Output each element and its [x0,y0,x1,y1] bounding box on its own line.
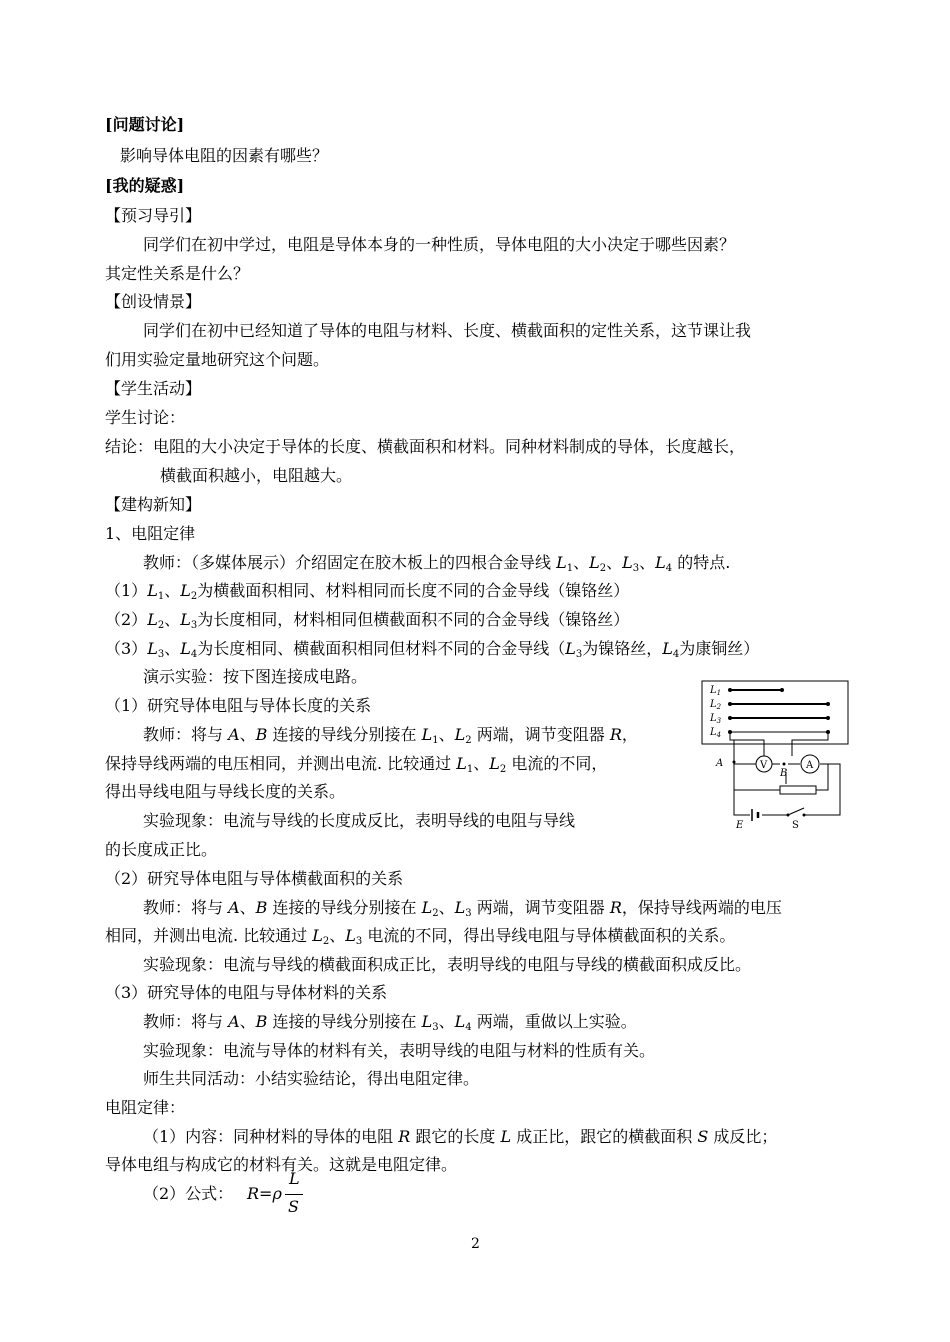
node-a-dot [733,761,736,764]
terminal [826,702,830,706]
formula-numerator: L [289,1169,300,1188]
heading-activity: 【学生活动】 [105,379,202,398]
wire-label-l3: $L_3$ [710,713,722,725]
terminal [826,716,830,720]
terminal [780,688,784,692]
formula-denominator: S [288,1197,299,1216]
alloy-wires [730,690,828,732]
preview-text-1: 同学们在初中学过，电阻是导体本身的一种性质，导体电阻的大小决定于哪些因素？ [143,235,736,254]
study-1-teacher-1: 教师：将与 A、B 连接的导线分别接在 $L_1$、$L_2$ 两端，调节变阻器 R， [143,725,638,746]
switch-label: S [792,820,799,830]
battery-icon [752,809,758,821]
circuit-diagram [700,680,850,830]
study-2-teacher-2: 相同，并测出电流. 比较通过 $L_2$、$L_3$ 电流的不同，得出导线电阻与导体横截面积的关系。 [105,926,736,947]
demo-text: 演示实验：按下图连接成电路。 [143,667,368,686]
voltmeter-label: V [760,760,768,771]
joint-activity: 师生共同活动：小结实验结论，得出电阻定律。 [143,1069,480,1088]
study-1-phenomenon-1: 实验现象：电流与导线的长度成反比，表明导线的电阻与导线 [143,811,576,830]
section-1-title: 1、电阻定律 [105,524,196,543]
battery-label: E [736,820,744,830]
study-2-phenomenon: 实验现象：电流与导线的横截面积成正比，表明导线的电阻与导线的横截面积成反比。 [143,955,752,974]
law-title: 电阻定律： [105,1098,186,1117]
wire-label-l4: $L_4$ [710,727,722,739]
study-3-title: （3）研究导体的电阻与导体材料的关系 [105,983,388,1002]
terminal [728,688,732,692]
wire-mid [734,740,764,756]
terminal [728,702,732,706]
terminal [728,716,732,720]
item-1: $(1)L_1$、$L_2$为横截面积相同、材料相同而长度不同的合金导线（镍铬丝） [105,581,630,602]
law-content-2: 导体电组与构成它的材料有关。这就是电阻定律。 [105,1155,458,1174]
heading-discussion: [问题讨论] [105,115,185,134]
study-1-phenomenon-2: 的长度成正比。 [105,840,218,859]
formula-lhs: R=ρ [247,1184,282,1203]
study-1-teacher-2: 保持导线两端的电压相同，并测出电流. 比较通过 $L_1$、$L_2$ 电流的不同， [105,754,608,775]
heading-build: 【建构新知】 [105,495,202,514]
study-3-phenomenon: 实验现象：电流与导体的材料有关，表明导线的电阻与材料的性质有关。 [143,1041,656,1060]
formula-label: （2）公式： [143,1184,234,1203]
scene-text-1: 同学们在初中已经知道了导体的电阻与材料、长度、横截面积的定性关系，这节课让我 [143,321,752,340]
study-3-teacher: 教师：将与 A、B 连接的导线分别接在 $L_3$、$L_4$ 两端，重做以上实验。 [143,1012,637,1033]
scene-text-2: 们用实验定量地研究这个问题。 [105,350,330,369]
switch-contact [803,814,806,817]
discussion-question: 影响导体电阻的因素有哪些？ [120,146,329,165]
rheostat [780,786,816,794]
wire-label-l2: $L_2$ [710,699,722,711]
study-1-teacher-3: 得出导线电阻与导线长度的关系。 [105,782,346,801]
law-content-1: （1）内容：同种材料的导体的电阻 R 跟它的长度 L 成正比，跟它的横截面积 S 成反比； [143,1127,778,1146]
ammeter-label: A [806,760,814,771]
study-2-title: （2）研究导体电阻与导体横截面积的关系 [105,869,404,888]
study-2-teacher-1: 教师：将与 A、B 连接的导线分别接在 $L_2$、$L_3$ 两端，调节变阻器 R，保持导线两端的电压 [143,898,782,919]
switch-pivot [787,814,790,817]
teacher-intro: 教师：（多媒体展示）介绍固定在胶木板上的四根合金导线 $L_1$、$L_2$、$L_3$、$L_4$ 的特点. [143,553,731,574]
preview-text-2: 其定性关系是什么？ [105,264,250,283]
study-1-title: （1）研究导体电阻与导体长度的关系 [105,696,372,715]
heading-preview: 【预习导引】 [105,206,202,225]
switch-blade [788,808,804,815]
item-3: $(3)L_3$、$L_4$为长度相同、横截面积相同但材料不同的合金导线（$L_3$为镍铬丝，$L_4$为康铜丝） [105,639,760,660]
page-number: 2 [471,1236,480,1252]
wire-label-l1: $L_1$ [710,685,722,697]
node-b-label: B [780,768,788,779]
heading-doubt: [我的疑惑] [105,176,185,195]
item-2: $(2)L_2$、$L_3$为长度相同，材料相同但横截面积不同的合金导线（镍铬丝） [105,610,630,631]
activity-conclusion-1: 结论：电阻的大小决定于导体的长度、横截面积和材料。同种材料制成的导体，长度越长， [105,437,746,456]
node-b-dot [783,763,786,766]
node-a-label: A [716,758,724,769]
activity-discuss: 学生讨论： [105,408,186,427]
activity-conclusion-2: 横截面积越小，电阻越大。 [160,466,353,485]
formula-fraction-bar [285,1194,303,1195]
heading-scene: 【创设情景】 [105,292,202,311]
